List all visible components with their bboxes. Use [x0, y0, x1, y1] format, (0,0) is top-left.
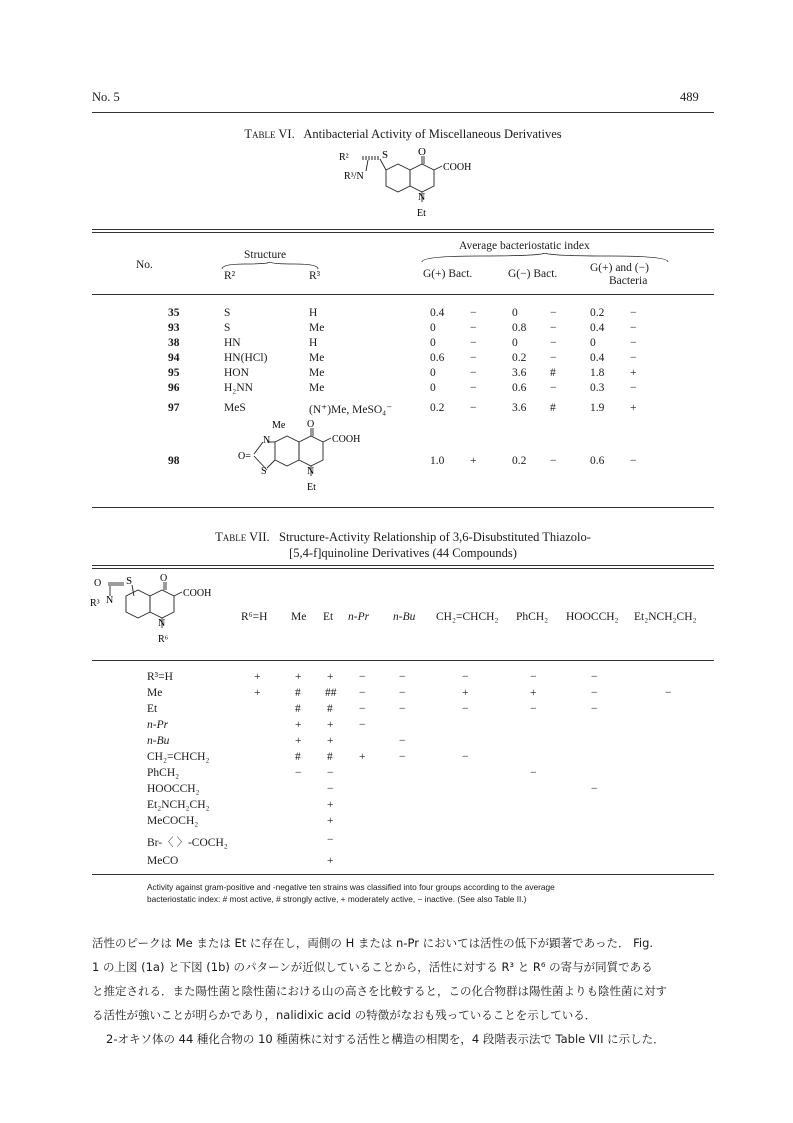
t7-cell: − — [399, 671, 406, 683]
t98-o-top-label: O — [307, 420, 315, 430]
t6-row-gpos-symbol: − — [470, 367, 477, 379]
t7-row-label: n-Bu — [147, 735, 170, 747]
table7-caption — [92, 530, 714, 545]
t7-row-label: PhCH₂ — [147, 767, 180, 779]
t6-row-both: 0.6 — [590, 455, 605, 467]
t6-row-gpos-symbol: − — [470, 322, 477, 334]
t7-cell: − — [359, 703, 366, 715]
table7-label: Table VII. — [215, 530, 270, 544]
t6-col-gneg: G(−) Bact. — [508, 268, 558, 280]
t98-cooh-label: COOH — [332, 434, 361, 445]
t6-row-gneg: 0.2 — [512, 455, 527, 467]
t7-cell: − — [399, 703, 406, 715]
t7-cell: − — [399, 735, 406, 747]
t6-cooh-label: COOH — [443, 162, 472, 173]
t6-row-r2: HON — [224, 367, 249, 379]
t6-row-r3: (N⁺)Me, MeSO₄⁻ — [309, 404, 393, 416]
table7-bottom-rule — [92, 874, 714, 875]
t6-row-gneg-symbol: # — [550, 367, 556, 379]
t7-cell: − — [399, 687, 406, 699]
t7-cell: + — [327, 855, 334, 867]
table6-scaffold-structure — [330, 146, 500, 226]
t7-s-label: S — [126, 575, 133, 587]
t7-row-label: Me — [147, 687, 163, 699]
t6-row-r3: Me — [309, 352, 325, 364]
t7-cell: # — [327, 703, 333, 715]
t6-row-r3: Me — [309, 382, 325, 394]
t7-o-label: O — [94, 578, 102, 589]
t6-row98-structure — [225, 420, 385, 500]
t6-row-gneg-symbol: − — [550, 455, 557, 467]
t6-row-gneg-symbol: − — [550, 337, 557, 349]
t6-row-gpos: 0.4 — [430, 307, 445, 319]
t6-row-gneg: 3.6 — [512, 402, 527, 414]
t7-cell: ## — [325, 687, 337, 699]
table6-caption — [92, 127, 714, 142]
t6-col-both-2: Bacteria — [609, 275, 648, 287]
t6-row-no: 97 — [168, 402, 180, 414]
t7-cell: + — [327, 799, 334, 811]
t6-r2-label: R² — [339, 152, 349, 163]
t7-row-label: Et₂NCH₂CH₂ — [147, 799, 210, 811]
t7-cell: + — [530, 687, 537, 699]
t7-row-label: HOOCCH₂ — [147, 783, 200, 795]
table6-bottom-rule — [92, 507, 714, 508]
t6-row-gneg-symbol: − — [550, 382, 557, 394]
t6-row-r2: HN(HCl) — [224, 352, 268, 364]
t6-row-gneg-symbol: − — [550, 322, 557, 334]
t6-row-no: 94 — [168, 352, 180, 364]
table6-header-rule — [92, 294, 714, 295]
t7-n-label: N — [106, 595, 114, 606]
t6-row-both: 0.2 — [590, 307, 605, 319]
t6-col-structure: Structure — [244, 249, 287, 261]
t6-col-r2: R² — [224, 270, 236, 282]
t7-o2-label: O — [160, 573, 168, 584]
t7-cell: # — [295, 751, 301, 763]
t7-col-npr: n-Pr — [348, 611, 370, 623]
t7-r3-label: R³ — [90, 598, 100, 609]
t7-cell: − — [327, 834, 334, 846]
t7-row-label: R³=H — [147, 671, 173, 683]
t7-cell: + — [295, 719, 302, 731]
t6-row-no: 98 — [168, 455, 180, 467]
t6-row-gneg: 0.2 — [512, 352, 527, 364]
body-paragraph-1-line-3: と推定される．また陽性菌と陰性菌における山の高さを比較すると，この化合物群は陽性菌よりも陰性菌に対す — [92, 984, 667, 998]
t6-row-both: 0 — [590, 337, 596, 349]
t7-row-label: MeCO — [147, 855, 179, 867]
t7-col-benzyl: PhCH₂ — [516, 611, 549, 623]
t6-row-both-symbol: − — [630, 307, 637, 319]
t6-row-gneg-symbol: − — [550, 352, 557, 364]
table6-label: Table VI. — [244, 127, 295, 141]
table7-scaffold-structure — [88, 572, 238, 652]
t7-col-nbu: n-Bu — [393, 611, 416, 623]
t7-r6-label: R⁶ — [158, 634, 169, 645]
t6-row-r2: MeS — [224, 402, 246, 414]
table6-title: Antibacterial Activity of Miscellaneous Derivatives — [303, 127, 562, 141]
t7-cell: − — [591, 671, 598, 683]
t7-cell: + — [327, 735, 334, 747]
t7-cell: − — [591, 687, 598, 699]
t7-cell: − — [462, 671, 469, 683]
t98-n-label: N — [263, 435, 271, 446]
table7-footnote-2: bacteriostatic index: # most active, # strongly active, + moderately active, − inactive. (See also Table II.) — [147, 894, 527, 904]
t6-col-gpos: G(+) Bact. — [423, 268, 473, 280]
t7-cell: + — [254, 671, 261, 683]
t6-row-gpos-symbol: − — [470, 337, 477, 349]
t6-row-gneg: 0.8 — [512, 322, 527, 334]
t7-col-et: Et — [323, 611, 334, 623]
t6-row-both-symbol: − — [630, 455, 637, 467]
t6-row-no: 96 — [168, 382, 180, 394]
body-paragraph-1-line-4: る活性が強いことが明らかであり，nalidixic acid の特徴がなおも残っていることを示している． — [92, 1008, 597, 1022]
t6-row-r3: Me — [309, 322, 325, 334]
t6-structure-brace — [220, 262, 320, 270]
t6-row-r2: S — [224, 322, 231, 334]
t7-cell: − — [462, 751, 469, 763]
t7-cell: − — [591, 783, 598, 795]
t7-cell: − — [530, 703, 537, 715]
body-paragraph-1-line-2: 1 の上図 (1a) と下図 (1b) のパターンが近似していることから，活性に対する R³ と R⁶ の寄与が同質である — [92, 960, 653, 974]
t7-row-label: Et — [147, 703, 158, 715]
t7-cell: − — [665, 687, 672, 699]
t7-cell: − — [295, 767, 302, 779]
t7-cell: − — [462, 703, 469, 715]
t6-row-r2: S — [224, 307, 231, 319]
t7-cell: # — [327, 751, 333, 763]
table7-top-rule — [92, 565, 714, 569]
t7-cell: + — [295, 671, 302, 683]
t7-cell: − — [591, 703, 598, 715]
t7-cell: − — [359, 671, 366, 683]
t6-row-gneg-symbol: # — [550, 402, 556, 414]
table7-header-rule — [92, 660, 714, 661]
t6-row-gpos: 0 — [430, 367, 436, 379]
t6-row-no: 95 — [168, 367, 180, 379]
t6-row-gpos-symbol: − — [470, 307, 477, 319]
t6-row-both: 0.3 — [590, 382, 605, 394]
t6-col-r3: R³ — [309, 270, 321, 282]
t6-row-gpos: 0.2 — [430, 402, 445, 414]
t7-cell: + — [327, 719, 334, 731]
t6-row-gpos-symbol: − — [470, 382, 477, 394]
t6-row-both-symbol: − — [630, 352, 637, 364]
t6-row-both-symbol: − — [630, 322, 637, 334]
t6-row-gneg: 0 — [512, 337, 518, 349]
t6-col-average: Average bacteriostatic index — [459, 240, 590, 252]
t6-row-both: 1.8 — [590, 367, 605, 379]
t7-cell: − — [327, 783, 334, 795]
t7-cell: − — [530, 767, 537, 779]
t7-row-label: CH₂=CHCH₂ — [147, 751, 210, 763]
t6-row-no: 38 — [168, 337, 180, 349]
t6-s-label: S — [382, 149, 389, 161]
t7-cell: − — [359, 687, 366, 699]
table7-footnote-1: Activity against gram-positive and -negative ten strains was classified into four groups according to the average — [147, 882, 555, 892]
t7-cell: − — [327, 767, 334, 779]
t98-me-label: Me — [272, 420, 286, 431]
t7-col-me: Me — [291, 611, 307, 623]
t7-n2-label: N — [158, 618, 166, 629]
t98-s-label: S — [261, 466, 267, 477]
t98-et-label: Et — [307, 482, 316, 493]
t7-cell: # — [295, 703, 301, 715]
t6-row-gneg: 0.6 — [512, 382, 527, 394]
t7-cell: − — [399, 751, 406, 763]
t6-row-both-symbol: + — [630, 367, 637, 379]
t7-row-label: Br-〈 〉-COCH₂ — [147, 837, 228, 849]
t6-row-both-symbol: − — [630, 337, 637, 349]
t6-row-both-symbol: + — [630, 402, 637, 414]
page-number: 489 — [680, 90, 699, 104]
t7-col-allyl: CH₂=CHCH₂ — [436, 611, 499, 623]
table7-title-1: Structure-Activity Relationship of 3,6-Disubstituted Thiazolo- — [279, 530, 591, 544]
t7-col-diethylaminoethyl: Et₂NCH₂CH₂ — [634, 611, 697, 623]
t6-et-label: Et — [417, 208, 426, 219]
t6-row-gpos: 1.0 — [430, 455, 445, 467]
t7-col-h: R⁶=H — [241, 611, 268, 623]
t6-r3n-label: R³/N — [344, 171, 364, 182]
t6-row-gpos-symbol: − — [470, 352, 477, 364]
t6-row-r3: H — [309, 307, 318, 319]
t6-row-both-symbol: − — [630, 382, 637, 394]
t6-row-gpos-symbol: + — [470, 455, 477, 467]
t7-cooh-label: COOH — [183, 588, 212, 599]
t6-row-gneg: 0 — [512, 307, 518, 319]
t7-row-label: n-Pr — [147, 719, 169, 731]
t7-cell: + — [327, 671, 334, 683]
t6-row-r3: Me — [309, 367, 325, 379]
t6-row-both: 1.9 — [590, 402, 605, 414]
t6-col-no: No. — [136, 259, 153, 271]
t6-row-no: 93 — [168, 322, 180, 334]
t7-cell: + — [327, 815, 334, 827]
t6-row-no: 35 — [168, 307, 180, 319]
t7-cell: # — [295, 687, 301, 699]
body-paragraph-1-line-1: 活性のピークは Me または Et に存在し，両側の H または n-Pr においては活性の低下が顕著であった． Fig. — [92, 936, 654, 950]
t6-o-label: O — [418, 146, 426, 158]
t7-cell: − — [530, 671, 537, 683]
table7-title-2: [5,4-f]quinoline Derivatives (44 Compounds) — [289, 546, 517, 560]
t6-row-r2: HN — [224, 337, 241, 349]
t6-row-gneg-symbol: − — [550, 307, 557, 319]
t6-row-gneg: 3.6 — [512, 367, 527, 379]
t7-col-carboxymethyl: HOOCCH₂ — [566, 611, 619, 623]
t7-cell: + — [254, 687, 261, 699]
t7-cell: + — [295, 735, 302, 747]
body-paragraph-2-line-1: 2-オキソ体の 44 種化合物の 10 種菌株に対する活性と構造の相関を，4 段階表示法で Table VII に示した． — [106, 1032, 665, 1046]
t6-col-both-1: G(+) and (−) — [590, 262, 649, 274]
t7-cell: + — [359, 751, 366, 763]
t6-row-both: 0.4 — [590, 352, 605, 364]
t6-row-r2: H₂NN — [224, 382, 253, 394]
t6-row-both: 0.4 — [590, 322, 605, 334]
t6-row-gpos: 0 — [430, 337, 436, 349]
journal-number: No. 5 — [92, 90, 120, 104]
t6-row-gpos: 0 — [430, 322, 436, 334]
t98-o-left-label: O= — [238, 451, 251, 462]
t6-n-label: N — [418, 192, 426, 203]
t7-cell: + — [462, 687, 469, 699]
t6-row-r3: H — [309, 337, 318, 349]
t6-row-gpos: 0 — [430, 382, 436, 394]
table6-top-rule — [92, 229, 714, 233]
t6-row-gpos: 0.6 — [430, 352, 445, 364]
header-rule — [92, 112, 714, 113]
t7-cell: − — [359, 719, 366, 731]
t98-n2-label: N — [307, 466, 315, 477]
t6-row-gpos-symbol: − — [470, 402, 477, 414]
t7-row-label: MeCOCH₂ — [147, 815, 199, 827]
